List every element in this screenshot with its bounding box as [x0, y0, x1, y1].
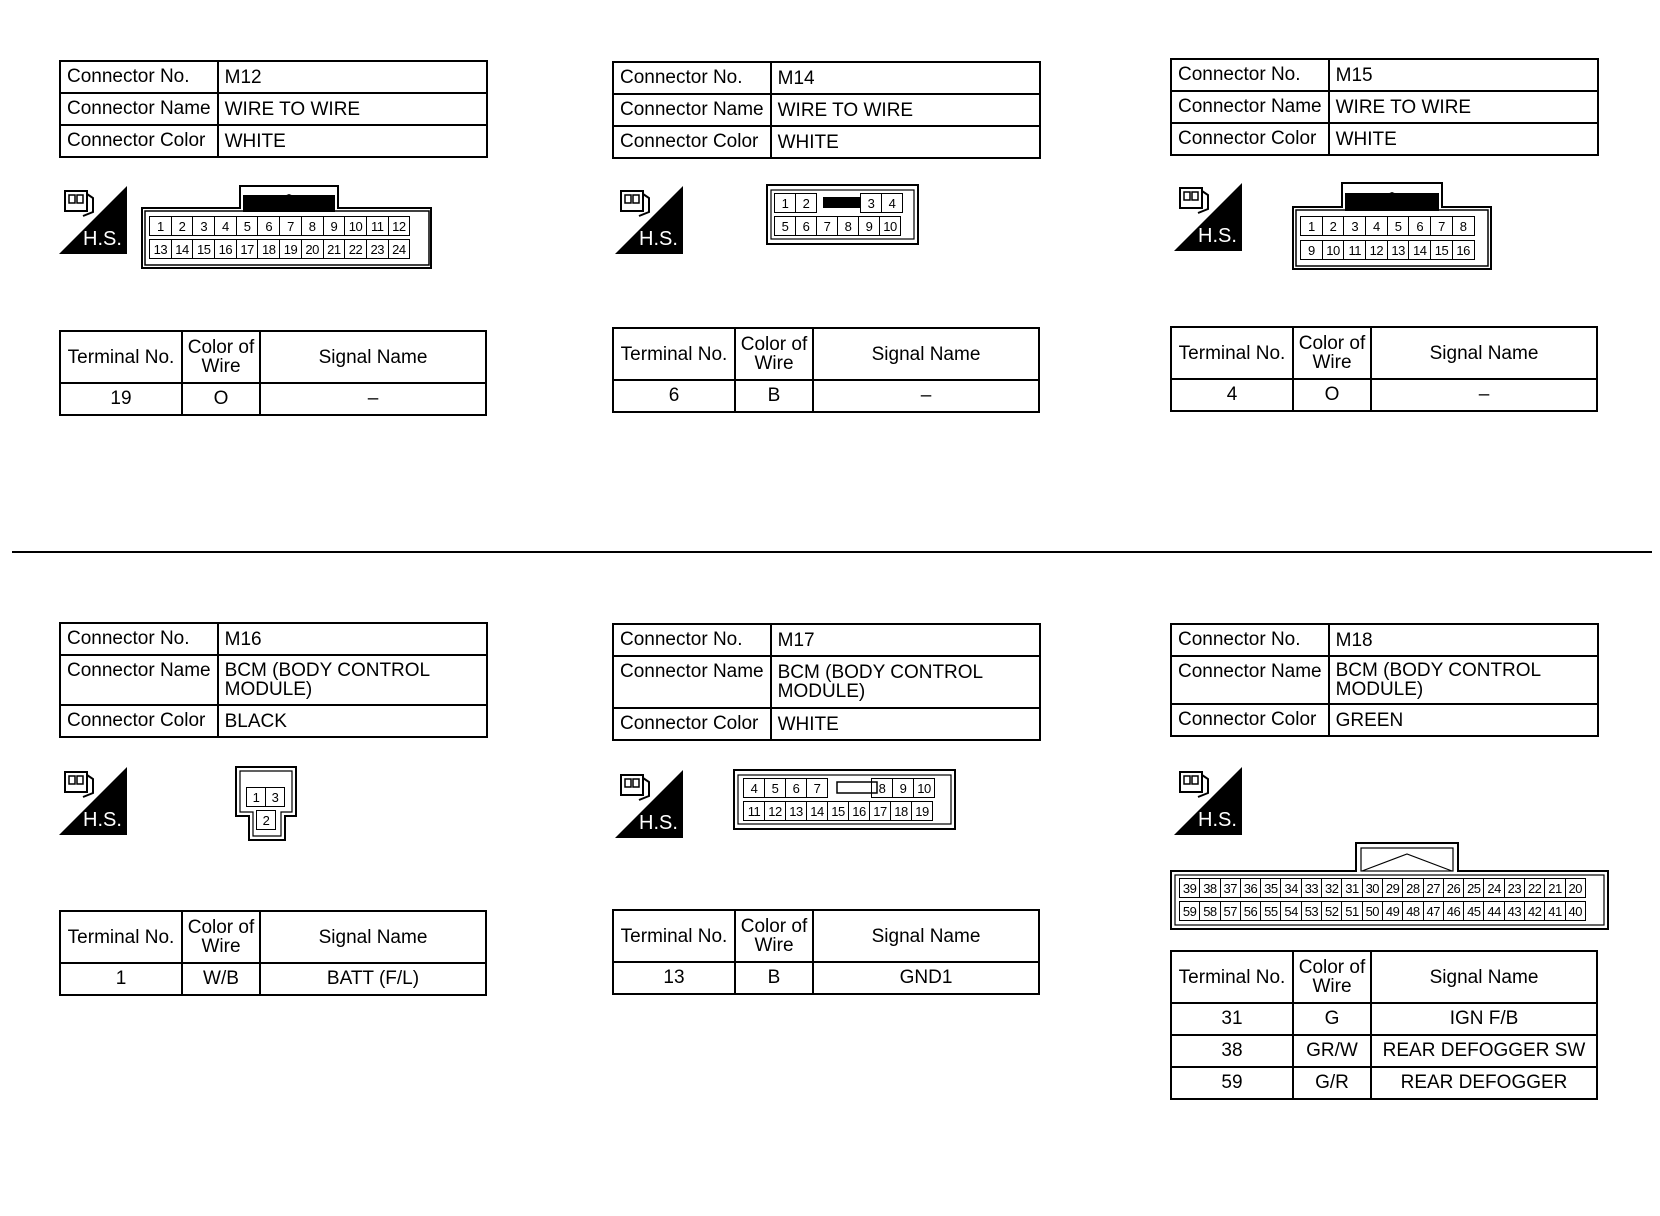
- signal-name: BATT (F/L): [260, 963, 486, 995]
- connector-color-value: BLACK: [218, 705, 487, 737]
- wire-color: G: [1293, 1003, 1371, 1035]
- terminal-pin: 6: [1408, 216, 1431, 236]
- connector-face-m16: [235, 766, 299, 847]
- terminal-no-header: Terminal No.: [613, 328, 735, 380]
- terminal-pin: 13: [1387, 240, 1410, 260]
- color-of-wire-header: Color of Wire: [182, 911, 260, 963]
- connector-color-value: WHITE: [771, 126, 1040, 158]
- terminal-pin: 58: [1199, 901, 1220, 921]
- terminal-pin: 16: [1452, 240, 1475, 260]
- terminal-no: 31: [1171, 1003, 1293, 1035]
- terminal-pin: 23: [1504, 878, 1525, 898]
- terminal-pin: 9: [858, 216, 880, 236]
- terminal-no: 59: [1171, 1067, 1293, 1099]
- terminal-pin: 49: [1382, 901, 1403, 921]
- terminal-pin: 3: [192, 216, 215, 236]
- terminal-pin: 52: [1321, 901, 1342, 921]
- terminal-pin: 14: [1408, 240, 1431, 260]
- terminal-pin: 22: [344, 239, 367, 259]
- hs-icon: [1174, 767, 1242, 835]
- wire-color: B: [735, 962, 813, 994]
- terminal-pin: 10: [913, 778, 935, 798]
- table-row: [1171, 1067, 1597, 1099]
- terminal-pin: 8: [301, 216, 324, 236]
- terminal-pin: 21: [323, 239, 346, 259]
- terminal-pin: 59: [1179, 901, 1200, 921]
- signal-name: GND1: [813, 962, 1039, 994]
- connector-no-label: Connector No.: [613, 624, 771, 656]
- hs-icon: [615, 186, 683, 254]
- terminal-pin: 1: [149, 216, 172, 236]
- terminal-pin: 3: [265, 787, 285, 807]
- connector-color-value: WHITE: [218, 125, 487, 157]
- table-row: [1171, 1003, 1597, 1035]
- terminal-pin: 1: [246, 787, 266, 807]
- terminal-pin: 15: [192, 239, 215, 259]
- terminal-pin: 5: [1387, 216, 1410, 236]
- terminal-pin: 2: [256, 810, 276, 830]
- connector-info-m17: [612, 623, 1041, 741]
- terminal-pin: 26: [1443, 878, 1464, 898]
- terminal-pin: 44: [1483, 901, 1504, 921]
- terminal-pin: 57: [1220, 901, 1241, 921]
- connector-color-label: Connector Color: [1171, 123, 1329, 155]
- terminal-pin: 37: [1220, 878, 1241, 898]
- signal-name: –: [1371, 379, 1597, 411]
- connector-face-m18: [1170, 841, 1610, 936]
- terminal-no: 4: [1171, 379, 1293, 411]
- signal-name-header: Signal Name: [260, 911, 486, 963]
- connector-color-label: Connector Color: [60, 705, 218, 737]
- table-row: [1171, 379, 1597, 411]
- terminal-pin: 22: [1524, 878, 1545, 898]
- terminal-pin: 15: [827, 801, 849, 821]
- hs-label: H.S.: [1198, 809, 1237, 831]
- signal-name: REAR DEFOGGER SW: [1371, 1035, 1597, 1067]
- signal-name-header: Signal Name: [813, 910, 1039, 962]
- connector-name-label: Connector Name: [613, 94, 771, 126]
- terminal-pin: 1: [1300, 216, 1323, 236]
- color-of-wire-header: Color of Wire: [1293, 327, 1371, 379]
- terminal-pin: 23: [366, 239, 389, 259]
- terminal-pin: 40: [1565, 901, 1586, 921]
- terminal-pin: 30: [1362, 878, 1383, 898]
- terminal-pin: 38: [1199, 878, 1220, 898]
- connector-color-value: GREEN: [1329, 704, 1598, 736]
- hs-label: H.S.: [1198, 225, 1237, 247]
- signal-name: IGN F/B: [1371, 1003, 1597, 1035]
- connector-name-value: BCM (BODY CONTROL MODULE): [218, 655, 487, 705]
- connector-face-m15: [1292, 181, 1494, 276]
- terminal-pin: 20: [301, 239, 324, 259]
- terminal-pin: 6: [257, 216, 280, 236]
- table-row: [60, 383, 486, 415]
- color-of-wire-header: Color of Wire: [735, 328, 813, 380]
- terminal-table-m12: [59, 330, 487, 416]
- terminal-pin: 18: [257, 239, 280, 259]
- terminal-pin: 5: [774, 216, 796, 236]
- terminal-pin: 54: [1280, 901, 1301, 921]
- terminal-pin: 4: [214, 216, 237, 236]
- terminal-pin: 11: [743, 801, 765, 821]
- terminal-pin: 4: [1365, 216, 1388, 236]
- terminal-pin: 12: [764, 801, 786, 821]
- terminal-pin: 48: [1402, 901, 1423, 921]
- terminal-table-m16: [59, 910, 487, 996]
- terminal-pin: 42: [1524, 901, 1545, 921]
- connector-color-label: Connector Color: [613, 126, 771, 158]
- terminal-no: 38: [1171, 1035, 1293, 1067]
- terminal-pin: 13: [785, 801, 807, 821]
- connector-face-m12: [141, 184, 433, 275]
- wire-color: GR/W: [1293, 1035, 1371, 1067]
- terminal-table-m18: [1170, 950, 1598, 1100]
- connector-no-label: Connector No.: [613, 62, 771, 94]
- wire-color: G/R: [1293, 1067, 1371, 1099]
- hs-icon: [1174, 183, 1242, 251]
- table-row: [613, 962, 1039, 994]
- hs-label: H.S.: [639, 812, 678, 834]
- terminal-pin: 34: [1280, 878, 1301, 898]
- hs-icon: [59, 186, 127, 254]
- terminal-pin: 5: [764, 778, 786, 798]
- terminal-pin: 31: [1341, 878, 1362, 898]
- terminal-pin: 10: [1322, 240, 1345, 260]
- terminal-pin: 19: [279, 239, 302, 259]
- terminal-table-m14: [612, 327, 1040, 413]
- terminal-no: 13: [613, 962, 735, 994]
- terminal-pin: 2: [1322, 216, 1345, 236]
- terminal-pin: 19: [911, 801, 933, 821]
- terminal-pin: 29: [1382, 878, 1403, 898]
- terminal-pin: 41: [1544, 901, 1565, 921]
- wire-color: B: [735, 380, 813, 412]
- connector-info-m14: [612, 61, 1041, 159]
- terminal-no: 1: [60, 963, 182, 995]
- terminal-pin: 55: [1260, 901, 1281, 921]
- signal-name-header: Signal Name: [260, 331, 486, 383]
- connector-info-m12: [59, 60, 488, 158]
- connector-no-value: M12: [218, 61, 487, 93]
- connector-name-label: Connector Name: [1171, 91, 1329, 123]
- terminal-pin: 12: [1365, 240, 1388, 260]
- terminal-pin: 11: [366, 216, 389, 236]
- terminal-pin: 45: [1463, 901, 1484, 921]
- terminal-pin: 13: [149, 239, 172, 259]
- terminal-pin: 10: [344, 216, 367, 236]
- hs-icon: [615, 770, 683, 838]
- terminal-pin: 9: [892, 778, 914, 798]
- terminal-pin: 7: [1430, 216, 1453, 236]
- terminal-pin: 11: [1343, 240, 1366, 260]
- terminal-no: 6: [613, 380, 735, 412]
- terminal-pin: 12: [388, 216, 411, 236]
- connector-no-label: Connector No.: [60, 623, 218, 655]
- terminal-pin: 43: [1504, 901, 1525, 921]
- terminal-pin: 8: [871, 778, 893, 798]
- connector-name-label: Connector Name: [613, 656, 771, 708]
- terminal-no-header: Terminal No.: [60, 331, 182, 383]
- terminal-pin: 24: [1483, 878, 1504, 898]
- wire-color: O: [182, 383, 260, 415]
- signal-name-header: Signal Name: [813, 328, 1039, 380]
- terminal-pin: 28: [1402, 878, 1423, 898]
- connector-color-label: Connector Color: [613, 708, 771, 740]
- terminal-pin: 10: [879, 216, 901, 236]
- terminal-pin: 3: [860, 193, 882, 213]
- terminal-pin: 20: [1565, 878, 1586, 898]
- terminal-pin: 53: [1301, 901, 1322, 921]
- terminal-pin: 36: [1240, 878, 1261, 898]
- terminal-no-header: Terminal No.: [613, 910, 735, 962]
- connector-no-value: M18: [1329, 624, 1598, 656]
- connector-no-label: Connector No.: [60, 61, 218, 93]
- terminal-pin: 17: [869, 801, 891, 821]
- terminal-pin: 9: [1300, 240, 1323, 260]
- connector-info-m15: [1170, 58, 1599, 156]
- terminal-pin: 25: [1463, 878, 1484, 898]
- connector-no-value: M14: [771, 62, 1040, 94]
- terminal-pin: 8: [837, 216, 859, 236]
- signal-name: –: [813, 380, 1039, 412]
- connector-color-label: Connector Color: [1171, 704, 1329, 736]
- hs-label: H.S.: [639, 228, 678, 250]
- terminal-pin: 33: [1301, 878, 1322, 898]
- terminal-pin: 56: [1240, 901, 1261, 921]
- terminal-pin: 39: [1179, 878, 1200, 898]
- section-divider: [12, 551, 1652, 553]
- terminal-no-header: Terminal No.: [1171, 951, 1293, 1003]
- terminal-pin: 15: [1430, 240, 1453, 260]
- terminal-pin: 8: [1452, 216, 1475, 236]
- connector-no-label: Connector No.: [1171, 624, 1329, 656]
- connector-color-value: WHITE: [771, 708, 1040, 740]
- connector-color-value: WHITE: [1329, 123, 1598, 155]
- terminal-pin: 50: [1362, 901, 1383, 921]
- terminal-pin: 16: [848, 801, 870, 821]
- connector-color-label: Connector Color: [60, 125, 218, 157]
- signal-name-header: Signal Name: [1371, 951, 1597, 1003]
- connector-info-m18: [1170, 623, 1599, 737]
- connector-name-value: WIRE TO WIRE: [1329, 91, 1598, 123]
- terminal-pin: 51: [1341, 901, 1362, 921]
- table-row: [60, 963, 486, 995]
- hs-icon: [59, 767, 127, 835]
- terminal-pin: 17: [236, 239, 259, 259]
- table-row: [613, 380, 1039, 412]
- terminal-pin: 35: [1260, 878, 1281, 898]
- wire-color: O: [1293, 379, 1371, 411]
- terminal-pin: 6: [785, 778, 807, 798]
- signal-name-header: Signal Name: [1371, 327, 1597, 379]
- hs-label: H.S.: [83, 809, 122, 831]
- connector-no-value: M17: [771, 624, 1040, 656]
- terminal-pin: 2: [795, 193, 817, 213]
- terminal-pin: 18: [890, 801, 912, 821]
- terminal-pin: 9: [323, 216, 346, 236]
- terminal-pin: 27: [1423, 878, 1444, 898]
- terminal-pin: 21: [1544, 878, 1565, 898]
- color-of-wire-header: Color of Wire: [1293, 951, 1371, 1003]
- hs-label: H.S.: [83, 228, 122, 250]
- terminal-pin: 4: [743, 778, 765, 798]
- connector-name-value: BCM (BODY CONTROL MODULE): [771, 656, 1040, 708]
- terminal-pin: 24: [388, 239, 411, 259]
- terminal-pin: 47: [1423, 901, 1444, 921]
- terminal-pin: 4: [881, 193, 903, 213]
- connector-name-label: Connector Name: [1171, 656, 1329, 704]
- terminal-pin: 7: [816, 216, 838, 236]
- connector-name-value: WIRE TO WIRE: [218, 93, 487, 125]
- terminal-table-m15: [1170, 326, 1598, 412]
- connector-face-m17: [733, 769, 957, 836]
- connector-name-value: BCM (BODY CONTROL MODULE): [1329, 656, 1598, 704]
- connector-name-label: Connector Name: [60, 655, 218, 705]
- signal-name: –: [260, 383, 486, 415]
- color-of-wire-header: Color of Wire: [182, 331, 260, 383]
- terminal-pin: 16: [214, 239, 237, 259]
- signal-name: REAR DEFOGGER: [1371, 1067, 1597, 1099]
- connector-name-value: WIRE TO WIRE: [771, 94, 1040, 126]
- connector-face-m14: [766, 184, 920, 251]
- terminal-pin: 1: [774, 193, 796, 213]
- terminal-pin: 2: [171, 216, 194, 236]
- connector-no-label: Connector No.: [1171, 59, 1329, 91]
- terminal-pin: 6: [795, 216, 817, 236]
- terminal-pin: 14: [806, 801, 828, 821]
- connector-name-label: Connector Name: [60, 93, 218, 125]
- terminal-pin: 14: [171, 239, 194, 259]
- terminal-pin: 5: [236, 216, 259, 236]
- terminal-no-header: Terminal No.: [60, 911, 182, 963]
- connector-no-value: M16: [218, 623, 487, 655]
- terminal-pin: 7: [806, 778, 828, 798]
- connector-info-m16: [59, 622, 488, 738]
- table-row: [1171, 1035, 1597, 1067]
- color-of-wire-header: Color of Wire: [735, 910, 813, 962]
- terminal-table-m17: [612, 909, 1040, 995]
- terminal-pin: 7: [279, 216, 302, 236]
- terminal-pin: 32: [1321, 878, 1342, 898]
- terminal-pin: 3: [1343, 216, 1366, 236]
- wire-color: W/B: [182, 963, 260, 995]
- terminal-no: 19: [60, 383, 182, 415]
- connector-no-value: M15: [1329, 59, 1598, 91]
- terminal-pin: 46: [1443, 901, 1464, 921]
- terminal-no-header: Terminal No.: [1171, 327, 1293, 379]
